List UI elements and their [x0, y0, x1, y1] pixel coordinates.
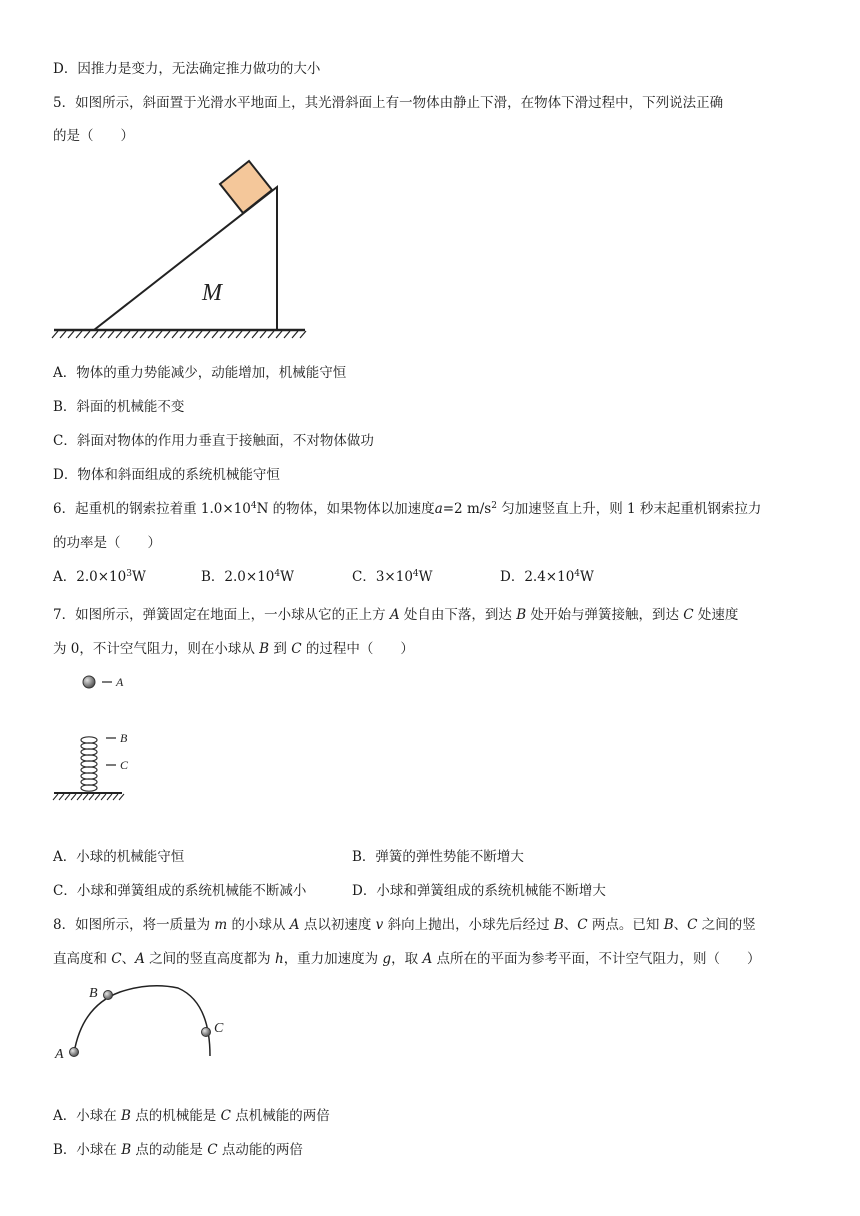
q6-option-a: A．$2.0\times 10^3W$: [53, 569, 146, 585]
q6-stem-line1: 6．起重机的钢索拉着重 $1.0\times 10^4N$ 的物体，如果物体以加速度a=2 $m/s^2$ 匀加速竖直上升，则 1 秒末起重机钢索拉力: [53, 501, 762, 517]
q5-option-a: A．物体的重力势能减少，动能增加，机械能守恒: [53, 365, 347, 381]
q8-stem-line1: 8．如图所示，将一质量为 m 的小球从 A 点以初速度 v 斜向上抛出，小球先后经过 B、C 两点。已知 B、C 之间的竖: [53, 917, 756, 933]
q7-option-d: D．小球和弹簧组成的系统机械能不断增大: [352, 883, 606, 899]
q7-option-a: A．小球的机械能守恒: [53, 849, 185, 865]
q5-stem-line2: 的是（ ）: [53, 128, 134, 144]
q7-stem-line2: 为 0，不计空气阻力，则在小球从 B 到 C 的过程中（ ）: [53, 641, 414, 657]
q8-trajectory-figure: [50, 978, 250, 1068]
q8-label-c: C: [214, 1021, 224, 1036]
q5-option-d: D．物体和斜面组成的系统机械能守恒: [53, 467, 280, 483]
q5-stem-line1: 5．如图所示，斜面置于光滑水平地面上，其光滑斜面上有一物体由静止下滑，在物体下滑过程中，下列说法正确: [53, 95, 724, 111]
q7-label-b: B: [120, 731, 128, 745]
q6-stem-line2: 的功率是（ ）: [53, 535, 161, 551]
q8-ball-b: [104, 991, 113, 1000]
q6-option-c: C．$3\times 10^4W$: [352, 569, 433, 585]
q7-spring-figure: [50, 670, 140, 810]
q7-ground-hatch: [53, 794, 124, 800]
q8-option-a: A．小球在 B 点的机械能是 C 点机械能的两倍: [53, 1108, 330, 1124]
q7-label-c: C: [120, 758, 129, 772]
q7-ball: [83, 676, 95, 688]
q5-incline-figure: [50, 155, 310, 340]
q8-stem-line2: 直高度和 C、A 之间的竖直高度都为 h，重力加速度为 g，取 A 点所在的平面为参考平面，不计空气阻力，则（ ）: [53, 951, 761, 967]
q6-option-b: B．$2.0\times 10^4W$: [201, 569, 295, 585]
q7-label-a: A: [116, 675, 124, 689]
q7-option-c: C．小球和弹簧组成的系统机械能不断减小: [53, 883, 307, 899]
q8-label-b: B: [89, 986, 98, 1001]
q6-option-d: D．$2.4\times 10^4W$: [500, 569, 594, 585]
q8-ball-c: [202, 1028, 211, 1037]
q7-stem-line1: 7．如图所示，弹簧固定在地面上，一小球从它的正上方 A 处自由下落，到达 B 处开始与弹簧接触，到达 C 处速度: [53, 607, 739, 623]
q7-spring: [81, 737, 97, 791]
q8-label-a: A: [55, 1047, 64, 1062]
q4-option-d: D．因推力是变力，无法确定推力做功的大小: [53, 61, 321, 77]
q5-option-c: C．斜面对物体的作用力垂直于接触面，不对物体做功: [53, 433, 374, 449]
q5-mass-label: M: [202, 280, 222, 306]
q5-ground-hatch: [52, 331, 306, 338]
q5-block: [220, 161, 272, 213]
q7-option-b: B．弹簧的弹性势能不断增大: [352, 849, 524, 865]
q5-option-b: B．斜面的机械能不变: [53, 399, 185, 415]
q8-ball-a: [70, 1048, 79, 1057]
q8-option-b: B．小球在 B 点的动能是 C 点动能的两倍: [53, 1142, 303, 1158]
